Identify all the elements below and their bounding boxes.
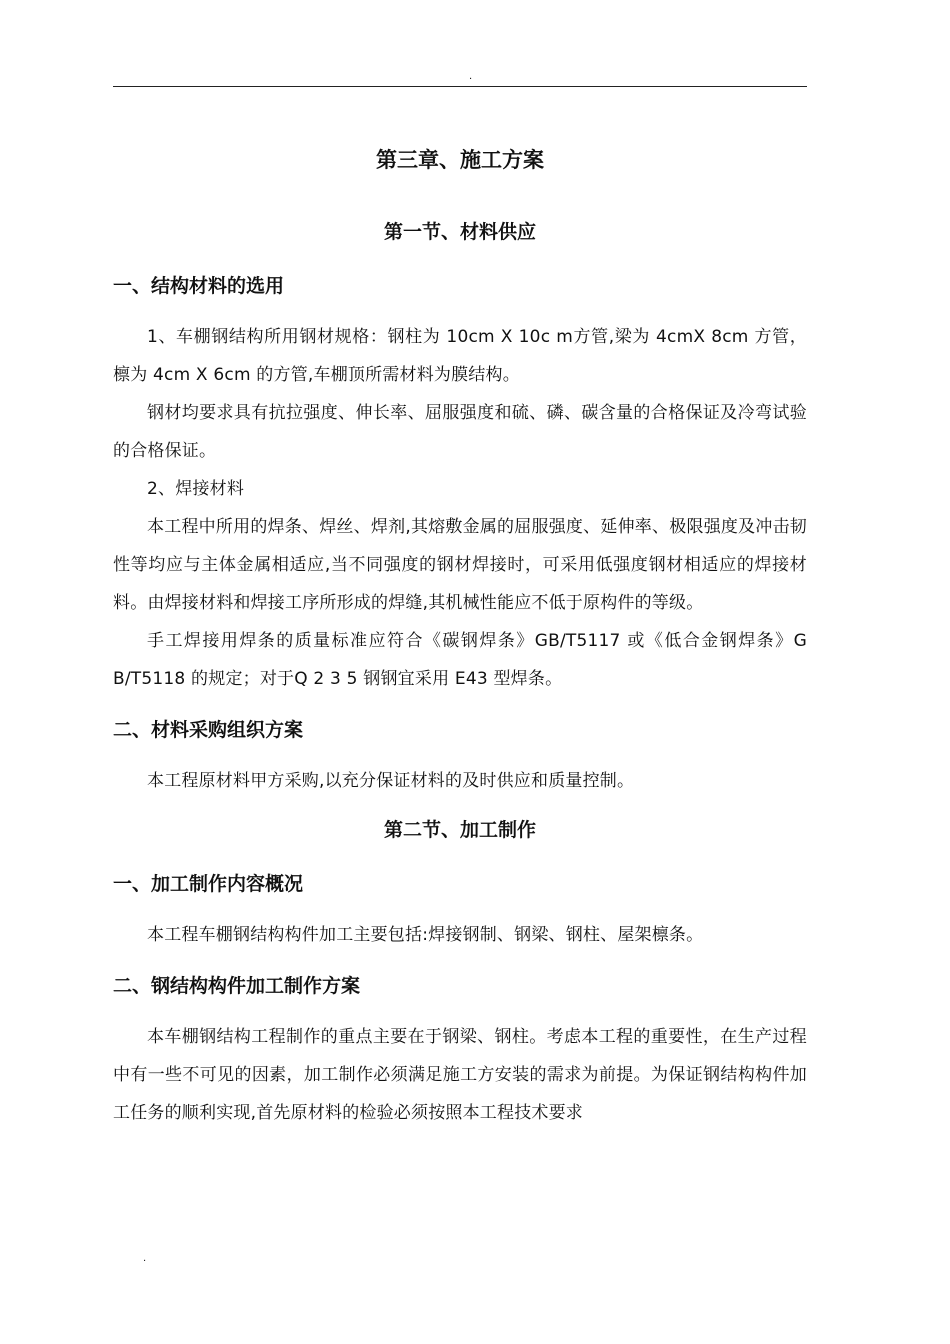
paragraph-steel-requirements: 钢材均要求具有抗拉强度、伸长率、屈服强度和硫、磷、碳含量的合格保证及冷弯试验的合格保证。 bbox=[113, 403, 807, 461]
heading-structural-materials: 一、结构材料的选用 bbox=[113, 275, 285, 297]
section-title-fabrication: 第二节、加工制作 bbox=[383, 819, 536, 841]
header-dot: . bbox=[469, 71, 473, 82]
header-rule bbox=[113, 86, 807, 87]
paragraph-welding-materials: 本工程中所用的焊条、焊丝、焊剂,其熔敷金属的屈服强度、延伸率、极限强度及冲击韧性等均应与主体金属相适应,当不同强度的钢材焊接时，可采用低强度钢材相适应的焊接材料。由焊接材料和焊接工序所形成的焊缝,其机械性能应不低于原构件的等级。 bbox=[113, 517, 807, 613]
paragraph-fabrication-plan: 本车棚钢结构工程制作的重点主要在于钢梁、钢柱。考虑本工程的重要性，在生产过程中有一些不可见的因素，加工制作必须满足施工方安装的需求为前提。为保证钢结构构件加工任务的顺利实现,首先原材料的检验必须按照本工程技术要求 bbox=[113, 1027, 807, 1123]
heading-fabrication-plan: 二、钢结构构件加工制作方案 bbox=[113, 975, 361, 997]
paragraph-welding-heading: 2、焊接材料 bbox=[147, 479, 245, 499]
chapter-title: 第三章、施工方案 bbox=[376, 148, 544, 172]
footer-dot: . bbox=[143, 1253, 147, 1264]
paragraph-welding-standards: 手工焊接用焊条的质量标准应符合《碳钢焊条》GB/T5117 或《低合金钢焊条》G B/T5118 的规定；对于Q 2 3 5 钢钢宜采用 E43 型焊条。 bbox=[113, 631, 807, 689]
paragraph-procurement: 本工程原材料甲方采购,以充分保证材料的及时供应和质量控制。 bbox=[147, 771, 635, 791]
document-body bbox=[113, 140, 807, 1132]
paragraph-steel-specs: 1、车棚钢结构所用钢材规格：钢柱为 10cm X 10c m方管,梁为 4cmX 8cm 方管，檩为 4cm X 6cm 的方管,车棚顶所需材料为膜结构。 bbox=[113, 327, 807, 385]
heading-fabrication-overview: 一、加工制作内容概况 bbox=[113, 873, 304, 895]
paragraph-fabrication-overview: 本工程车棚钢结构构件加工主要包括:焊接钢制、钢梁、钢柱、屋架檩条。 bbox=[147, 925, 704, 945]
heading-procurement: 二、材料采购组织方案 bbox=[113, 719, 304, 741]
section-title-materials: 第一节、材料供应 bbox=[383, 221, 536, 243]
